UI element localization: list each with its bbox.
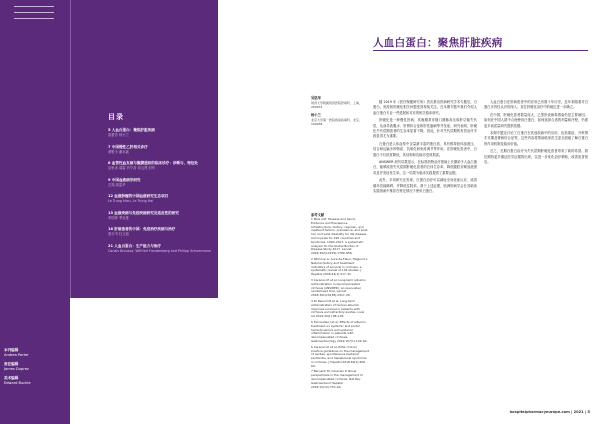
toc-heading: 目录 bbox=[108, 113, 124, 121]
toc-item-title: 7 中国慢性乙肝相关诊疗 bbox=[108, 144, 148, 149]
body-paragraph: 白蛋白是人体血浆中含量最丰富的蛋白质，具有维持胶体渗透压、结合和运输多种物质、抗氧化和免疫调节等作用。在肝硬化患者中，白蛋白不仅浓度降低，其结构和功能亦受到损害。 bbox=[373, 141, 477, 157]
reference-item: 5 Fernandez J et al. Effects of albumin treatment on systemic and portal hemodynamics and systemic inflammation in patients with decompensated cirrhosis. Gastroenterology 2019;157(1):149–62. bbox=[311, 319, 368, 343]
top-rule bbox=[14, 12, 54, 13]
toc-item[interactable] bbox=[108, 227, 218, 237]
body-paragraph: 本期专题还讨论了白蛋白在其他疾病中的应用，包括重症、外科围手术期及肾病综合征等。这些内容将帮助临床医生更全面地了解白蛋白的作用机制及临床价值。 bbox=[484, 131, 588, 146]
body-paragraph: ANSWER 研究结果显示，在标准药物治疗基础上长期给予人血白蛋白，能够改善失代偿期肝硬化患者的总体生存率，降低腹腔穿刺放液需求及并发症发生率。这一结果为临床实践提供了重要证据。 bbox=[373, 160, 477, 175]
body-column-1 bbox=[373, 100, 477, 197]
page-footer: hospitalpharmacyeurope.com | 2021 | 5 bbox=[509, 410, 590, 414]
table-of-contents bbox=[108, 128, 218, 260]
toc-item-authors: Canals Broussa, Wilfried Freudenberg and Philipp Schuermann bbox=[108, 248, 211, 253]
toc-item-authors: 黄银卡 谢永斌 bbox=[108, 149, 129, 154]
staff-name: Andrea Porter bbox=[4, 353, 29, 357]
body-column-2 bbox=[484, 100, 588, 167]
toc-item[interactable] bbox=[108, 211, 218, 221]
reference-item: 2 Wilmore G, Aure-de-Flaux, Haglund L. Natural history and treatment indicators of survival in cirrhosis: a systematic review of 118 studies. J Hepatol 2006;44(1):217–31. bbox=[311, 256, 369, 277]
toc-item[interactable] bbox=[108, 194, 218, 204]
sidebar-divider bbox=[70, 0, 71, 298]
reference-item: 6 Caraceni P et al. EASL clinical practice guidelines on the management of ascites, spontaneous bacterial peritonitis, and hepatorenal syndrome in cirrhosis. J Hepatol 2018;69(2):406–60. bbox=[311, 344, 369, 368]
toc-item-authors: 左翔 周雷华 bbox=[108, 182, 126, 187]
author-block bbox=[311, 96, 369, 130]
article-title: 人血白蛋白：聚焦肝脏疾病 bbox=[373, 37, 503, 49]
body-paragraph: 随 2019 年《医疗保健研究所》首次推出肝病研究学术专题后，白蛋白、免疫和肝硬化相关问题受到持续关注。在本期专题中我们介绍人血白蛋白专业一些进展和对应的相关临床研究。 bbox=[373, 100, 477, 115]
author-affiliation: 北京大学第一医院感染疾病科，北京，100034 bbox=[311, 117, 363, 126]
toc-item[interactable] bbox=[108, 244, 218, 254]
author-affiliation: 同济大学附属同济医院肝病科，上海，200072 bbox=[311, 100, 363, 109]
body-paragraph: 总之，长期白蛋白治疗为失代偿期肝硬化患者带来了新的希望。我们期待更多循证医学证据的出现，以进一步优化治疗策略，改善患者预后。 bbox=[484, 149, 588, 165]
reference-item: 7 Bernardi M, Caraceni P. Novel perspectives in the management of decompensated cirrhosis. Nat Rev Gastroenterol Hepatol 2018;15(12):753–64. bbox=[311, 369, 363, 389]
staff-role: 美术编辑 bbox=[4, 376, 19, 380]
toc-item-title: 5 人血白蛋白：聚焦肝脏疾病 bbox=[108, 128, 155, 132]
toc-item[interactable] bbox=[108, 128, 218, 138]
author-name: 吴铭华 bbox=[311, 96, 321, 100]
toc-item-title: 8 血管性血友病与腹膜透析的临床诊疗：诊断与、特征处 bbox=[108, 161, 199, 165]
toc-item[interactable] bbox=[108, 178, 218, 188]
body-paragraph: 在中国，肝硬化患者数量庞大，乙型肝炎病毒感染仍是主要病因。如何在中国人群中合理使用白蛋白，如何选择合适的剂量和疗程，仍需更多高质量研究提供依据。 bbox=[484, 112, 588, 128]
toc-item-title: 18 肝病患者的中国：免疫治疗疾病与治疗 bbox=[108, 227, 176, 231]
staff-name: Edward Buckle bbox=[4, 381, 31, 385]
reference-item: 3 Caraceni P et al. Long-term albumin administration in decompensated cirrhosis (ANSWER): an open-label randomised trial. Lancet 2018;391(10138):2417–29. bbox=[311, 277, 366, 298]
reference-item: 1 Mills CAT. Disease and liquid. Evidence and Prevalence. Infrastructure, history, regimen, and inpatient factors. prevalence, and post-hoc and wide disability for life disease and injuries for 195 countries and territories, 1990–2017: a systematic analysis for the Global Burden of Disease Study 2017. Lancet 2018;392(10159):1789–858. bbox=[311, 217, 369, 256]
toc-item-authors: 克里冰 周雷 肖宁奇 刘云贤 封华 bbox=[108, 166, 156, 170]
references-heading: 参考文献 bbox=[311, 213, 325, 217]
toc-item-authors: 张亦书 杜文迪 bbox=[108, 232, 129, 236]
toc-item-title: 9 中国血液病学研究 bbox=[108, 177, 141, 182]
references-list bbox=[311, 218, 369, 391]
body-paragraph: 肝硬化是一种慢性肝病，其晚期常伴随门静脉高压和肝功能失代偿，从而导致腹水、肝肾综合征和肝性脑病等并发症。研究表明，肝硬化失代偿期患者的生存率显著下降，因此，针对失代偿期的有效治疗手段显得尤为重要。 bbox=[373, 118, 477, 139]
author-name: 杨小兰 bbox=[311, 113, 321, 117]
toc-item-authors: Le Trung Hieu, Le Trung Hai bbox=[108, 199, 154, 203]
body-paragraph: 人血白蛋白在肝病患者中的应用已有数十年历史。近年来随着对白蛋白多效性认识的深入，其在肝硬化治疗中的地位进一步确立。 bbox=[484, 100, 588, 110]
top-rule bbox=[14, 18, 54, 19]
toc-item-authors: 李国萍 季克曼 bbox=[108, 215, 129, 220]
staff-role: 责任编辑 bbox=[4, 362, 19, 366]
toc-item-title: 21 人血白蛋白：生产能力与治疗 bbox=[108, 243, 161, 248]
toc-item-title: 15 血液疾病与免疫疾病研究及适应性的研究 bbox=[108, 210, 179, 215]
toc-item[interactable] bbox=[108, 145, 218, 155]
right-page bbox=[300, 0, 600, 424]
toc-item-authors: 雷蕾芳 杨小兰 bbox=[108, 133, 129, 137]
staff-role: 本刊编辑 bbox=[4, 348, 19, 352]
body-paragraph: 此外，多项研究还发现，白蛋白治疗可以减轻全身炎症反应，改善循环功能障碍，并降低住院率。基于上述证据，欧洲肝病学会在其临床实践指南中推荐在特定情况下使用白蛋白。 bbox=[373, 178, 477, 194]
reference-item: 4 Di Pascoli M et al. Long-term administration of human albumin improves survival in patients with cirrhosis and refractory ascites. Liver Int 2019;39(1):98–105. bbox=[311, 298, 365, 319]
staff-name: James Duprez bbox=[4, 367, 29, 371]
toc-item-title: 12 血液肿瘤的中国血液研究生态项目 bbox=[108, 194, 169, 198]
title-rule bbox=[373, 50, 588, 51]
toc-item[interactable] bbox=[108, 161, 218, 171]
top-rule bbox=[14, 6, 54, 7]
staff-credits bbox=[4, 348, 64, 390]
